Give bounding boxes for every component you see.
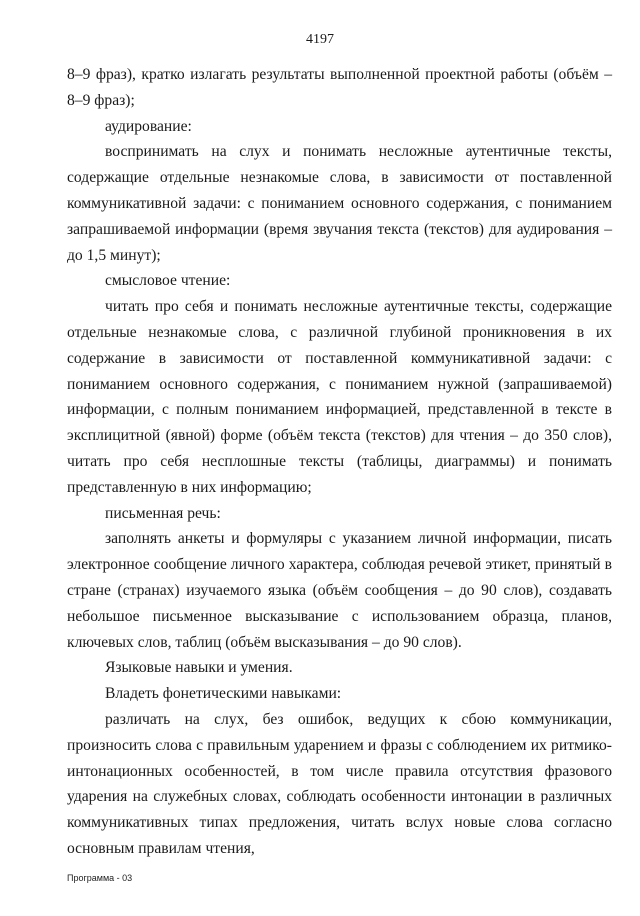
- paragraph-continuation: 8–9 фраз), кратко излагать результаты выполненной проектной работы (объём – 8–9 фраз);: [67, 66, 612, 109]
- paragraph-writing: заполнять анкеты и формуляры с указанием личной информации, писать электронное сообщение личного характера, соблюдая речевой этикет, принятый в стране (странах) изучаемого языка (объём сообщения – до 90 слов), создавать небольшое письменное высказывание с использованием образца, планов, ключевых слов, таблиц (объём высказывания – до 90 слов).: [67, 530, 612, 651]
- heading-listening: аудирование:: [105, 117, 192, 135]
- paragraph-phonetic: различать на слух, без ошибок, ведущих к сбою коммуникации, произносить слова с правильным ударением и фразы с соблюдением их ритмико-интонационных особенностей, в том числе правила отсутствия фразового ударения на служебных словах, соблюдать особенности интонации в различных коммуникативных типах предложения, читать вслух новые слова согласно основным правилам чтения,: [67, 710, 612, 857]
- heading-phonetic-skills: Владеть фонетическими навыками:: [105, 685, 342, 703]
- heading-language-skills: Языковые навыки и умения.: [105, 659, 293, 677]
- heading-writing: письменная речь:: [105, 504, 221, 522]
- footer-label: Программа - 03: [67, 873, 133, 883]
- paragraph-listening: воспринимать на слух и понимать несложные аутентичные тексты, содержащие отдельные незнакомые слова, в зависимости от поставленной коммуникативной задачи: с пониманием основного содержания, с пониманием запрашиваемой информации (время звучания текста (текстов) для аудирования – до 1,5 минут);: [67, 143, 612, 264]
- heading-reading: смысловое чтение:: [105, 272, 231, 290]
- paragraph-reading: читать про себя и понимать несложные аутентичные тексты, содержащие отдельные незнакомые слова, с различной глубиной проникновения в их содержание в зависимости от поставленной коммуникативной задачи: с пониманием основного содержания, с пониманием нужной (запрашиваемой) информации, с полным пониманием информацией, представленной в тексте в эксплицитной (явной) форме (объём текста (текстов) для чтения – до 350 слов), читать про себя несплошные тексты (таблицы, диаграммы) и понимать представленную в них информацию;: [67, 298, 612, 496]
- page-number: 4197: [306, 32, 334, 47]
- document-body: [67, 62, 612, 862]
